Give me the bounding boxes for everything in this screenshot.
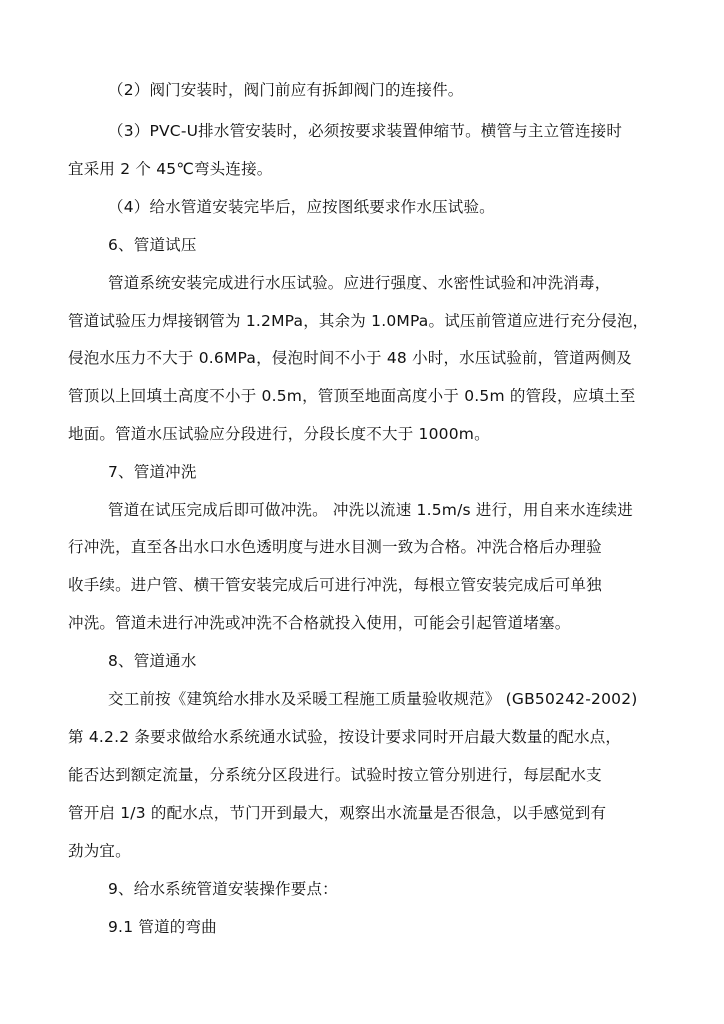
text-line-water-test: （4）给水管道安装完毕后，应按图纸要求作水压试验。: [108, 198, 495, 216]
text-line-soak-pressure: 侵泡水压力不大于 0.6MPa，侵泡时间不小于 48 小时，水压试验前，管道两侧及: [68, 349, 632, 367]
text-line-flush-clarity: 行冲洗，直至各出水口水色透明度与进水目测一致为合格。冲洗合格后办理验: [68, 538, 602, 556]
text-line-system-install: 管道系统安装完成进行水压试验。应进行强度、水密性试验和冲洗消毒，: [108, 274, 611, 292]
section-heading-install-points: 9、给水系统管道安装操作要点：: [108, 880, 338, 898]
section-heading-water-supply: 8、管道通水: [108, 652, 197, 670]
text-line-segment-length: 地面。管道水压试验应分段进行，分段长度不大于 1000m。: [68, 425, 490, 443]
text-line-rated-flow: 能否达到额定流量，分系统分区段进行。试验时按立管分别进行，每层配水支: [68, 766, 602, 784]
text-line-flush-acceptance: 收手续。进户管、横干管安装完成后可进行冲洗，每根立管安装完成后可单独: [68, 576, 602, 594]
text-line-standard: 交工前按《建筑给水排水及采暖工程施工质量验收规范》 (GB50242-2002): [108, 690, 638, 708]
text-line-strong-flow: 劲为宜。: [68, 842, 131, 860]
text-line-pvc-install: （3）PVC-U排水管安装时，必须按要求装置伸缩节。横管与主立管连接时: [108, 122, 623, 140]
text-line-flush-speed: 管道在试压完成后即可做冲洗。 冲洗以流速 1.5m/s 进行，用自来水连续进: [108, 501, 633, 519]
text-line-valve-install: （2）阀门安装时，阀门前应有拆卸阀门的连接件。: [108, 81, 464, 99]
section-heading-pressure-test: 6、管道试压: [108, 236, 197, 254]
text-line-elbow: 宜采用 2 个 45℃弯头连接。: [68, 160, 273, 178]
section-heading-flushing: 7、管道冲洗: [108, 463, 197, 481]
text-line-clause: 第 4.2.2 条要求做给水系统通水试验，按设计要求同时开启最大数量的配水点，: [68, 728, 622, 746]
text-line-test-pressure: 管道试验压力焊接钢管为 1.2MPa，其余为 1.0MPa。试压前管道应进行充分侵泡，: [68, 312, 649, 330]
text-line-backfill: 管顶以上回填土高度不小于 0.5m，管顶至地面高度小于 0.5m 的管段，应填土至: [68, 387, 636, 405]
text-line-flush-warning: 冲洗。管道未进行冲洗或冲洗不合格就投入使用，可能会引起管道堵塞。: [68, 614, 571, 632]
text-line-open-points: 管开启 1/3 的配水点，节门开到最大，观察出水流量是否很急，以手感觉到有: [68, 804, 607, 822]
subsection-heading-pipe-bending: 9.1 管道的弯曲: [108, 918, 217, 936]
